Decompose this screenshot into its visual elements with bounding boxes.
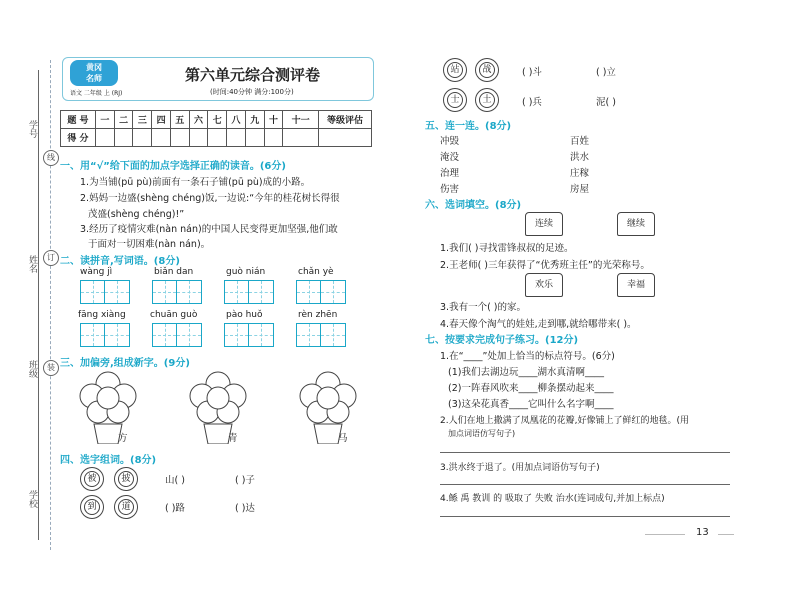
score-cell[interactable]	[227, 129, 246, 147]
match-right-item[interactable]: 百姓	[570, 136, 590, 147]
flower-char-dao1: 到	[84, 499, 100, 515]
section5-title: 五、连一连。(8分)	[425, 121, 512, 132]
writing-grid[interactable]	[80, 323, 130, 347]
pinyin-label: rèn zhēn	[298, 310, 338, 320]
label-banji: 班级	[27, 360, 37, 378]
score-cell[interactable]	[152, 129, 171, 147]
section7-q3: 3.洪水终于退了。(用加点词语仿写句子)	[440, 463, 600, 473]
score-header-cell: 三	[133, 111, 152, 129]
score-cell[interactable]	[245, 129, 264, 147]
page-title: 第六单元综合测评卷	[185, 66, 321, 84]
flower-char-tu: 土	[479, 92, 495, 108]
section7-q2a: 2.人们在地上撒满了凤凰花的花瓣,好像铺上了鲜红的地毯。(用	[440, 416, 689, 426]
flower-char-dao2: 道	[118, 499, 134, 515]
flower-char-zhan1: 站	[447, 62, 463, 78]
score-cell[interactable]	[133, 129, 152, 147]
score-header-cell: 一	[96, 111, 115, 129]
section4-blank[interactable]: 山( )	[165, 475, 185, 486]
label-xingming: 姓名	[27, 255, 37, 273]
right-top-blank[interactable]: ( )立	[596, 67, 616, 78]
score-header-cell: 七	[208, 111, 227, 129]
seal-char-zhuang: 装	[43, 360, 59, 376]
match-left-item[interactable]: 淹没	[440, 152, 460, 163]
page-number: 13	[696, 527, 709, 538]
writing-grid[interactable]	[224, 323, 274, 347]
score-header-cell: 二	[114, 111, 133, 129]
score-cell[interactable]	[319, 129, 372, 147]
pinyin-label: pào huǒ	[226, 310, 263, 320]
section7-q1b: (2)一阵春风吹来____柳条摆动起来____	[448, 383, 614, 394]
score-cell[interactable]	[208, 129, 227, 147]
pinyin-label: chǎn yè	[298, 267, 334, 277]
section2-title: 二、读拼音,写词语。(8分)	[60, 256, 180, 267]
score-header-cell: 十一	[283, 111, 319, 129]
score-header-cell: 题 号	[61, 111, 96, 129]
flower-char-pi: 披	[118, 471, 134, 487]
score-header-cell: 九	[245, 111, 264, 129]
section1-q2a: 2.妈妈一边盛(shèng chéng)饭,一边说:“今年的桂花树长得很	[80, 193, 340, 204]
score-table	[60, 110, 372, 147]
score-cell[interactable]	[96, 129, 115, 147]
flower-pot-3	[300, 372, 356, 444]
section7-q1c: (3)这朵花真香____它叫什么名字啊____	[448, 399, 614, 410]
pinyin-label: biǎn dan	[154, 267, 194, 277]
score-cell[interactable]	[283, 129, 319, 147]
score-cell[interactable]	[170, 129, 189, 147]
section6-q3: 3.我有一个( )的家。	[440, 302, 526, 313]
writing-grid[interactable]	[152, 280, 202, 304]
pot-char-3: 马	[338, 433, 348, 444]
word-stump: 欢乐	[525, 273, 563, 297]
pinyin-label: chuān guò	[150, 310, 198, 320]
binding-line	[38, 70, 39, 540]
section6-q2: 2.王老师( )三年获得了“优秀班主任”的光荣称号。	[440, 260, 650, 271]
answer-line[interactable]	[440, 484, 730, 485]
footer-rule	[718, 534, 734, 535]
section6-title: 六、选词填空。(8分)	[425, 200, 522, 211]
right-top-blank[interactable]: 泥( )	[596, 97, 616, 108]
right-top-blank[interactable]: ( )斗	[522, 67, 542, 78]
flower-char-zhan2: 战	[479, 62, 495, 78]
match-right-item[interactable]: 房屋	[570, 184, 590, 195]
writing-grid[interactable]	[296, 280, 346, 304]
seal-char-ding: 订	[43, 250, 59, 266]
match-left-item[interactable]: 治理	[440, 168, 460, 179]
score-header-cell: 五	[170, 111, 189, 129]
section1-q2b: 茂盛(shèng chéng)!”	[88, 209, 185, 220]
writing-grid[interactable]	[224, 280, 274, 304]
score-cell[interactable]	[114, 129, 133, 147]
section7-title: 七、按要求完成句子练习。(12分)	[425, 335, 579, 346]
section1-q3a: 3.经历了疫情灾难(nàn nán)的中国人民变得更加坚强,他们敢	[80, 224, 338, 235]
word-stump: 幸福	[617, 273, 655, 297]
pinyin-label: guò nián	[226, 267, 266, 277]
section7-q4: 4.鲧 禹 教训 的 吸取了 失败 治水(连词成句,并加上标点)	[440, 494, 665, 504]
writing-grid[interactable]	[152, 323, 202, 347]
seal-dashed-line	[50, 60, 51, 550]
section7-q2b: 加点词语仿写句子)	[448, 429, 516, 438]
section6-q1: 1.我们( )寻找雷锋叔叔的足迹。	[440, 243, 574, 254]
word-stump: 连续	[525, 212, 563, 236]
section4-blank[interactable]: ( )路	[165, 503, 185, 514]
writing-grid[interactable]	[296, 323, 346, 347]
flower-char-bei: 被	[84, 471, 100, 487]
match-right-item[interactable]: 洪水	[570, 152, 590, 163]
pinyin-label: wàng jì	[80, 267, 113, 277]
section3-title: 三、加偏旁,组成新字。(9分)	[60, 358, 190, 369]
score-header-cell: 十	[264, 111, 283, 129]
section1-q3b: 于面对一切困难(nàn nán)。	[88, 239, 211, 250]
section4-blank[interactable]: ( )子	[235, 475, 255, 486]
label-xuehao: 学号	[27, 120, 37, 138]
answer-line[interactable]	[440, 516, 730, 517]
section6-q4: 4.春天像个淘气的娃娃,走到哪,就给哪带来( )。	[440, 319, 637, 330]
score-cell[interactable]	[189, 129, 208, 147]
section7-q1: 1.在“____”处加上恰当的标点符号。(6分)	[440, 351, 615, 362]
pot-char-2: 青	[228, 433, 238, 444]
pinyin-label: fāng xiàng	[78, 310, 126, 320]
flower-pot-drawing	[70, 366, 380, 444]
section4-title: 四、选字组词。(8分)	[60, 455, 157, 466]
answer-line[interactable]	[440, 452, 730, 453]
word-stump: 继续	[617, 212, 655, 236]
score-header-cell: 八	[227, 111, 246, 129]
match-right-item[interactable]: 庄稼	[570, 168, 590, 179]
section7-q1a: (1)我们去湖边玩____湖水真清啊____	[448, 367, 604, 378]
page-subtitle: (时间:40分钟 满分:100分)	[210, 88, 294, 96]
match-left-item[interactable]: 伤害	[440, 184, 460, 195]
logo-line2: 名师	[86, 74, 102, 83]
section1-q1: 1.为当铺(pū pù)前面有一条石子铺(pū pù)成的小路。	[80, 177, 311, 188]
right-top-blank[interactable]: ( )兵	[522, 97, 542, 108]
logo-line1: 黄冈	[86, 63, 102, 72]
book-info: 语文 二年级 上 (RJ)	[70, 90, 123, 97]
footer-rule	[645, 534, 685, 535]
seal-char-xian: 线	[43, 150, 59, 166]
match-left-item[interactable]: 冲毁	[440, 136, 460, 147]
score-header-cell: 四	[152, 111, 171, 129]
flower-char-shi: 士	[447, 92, 463, 108]
score-row-label: 得 分	[61, 129, 96, 147]
section1-title: 一、用“√”给下面的加点字选择正确的读音。(6分)	[60, 161, 286, 172]
label-xuexiao: 学校	[27, 490, 37, 508]
score-header-cell: 等级评估	[319, 111, 372, 129]
score-header-cell: 六	[189, 111, 208, 129]
section4-blank[interactable]: ( )达	[235, 503, 255, 514]
pot-char-1: 方	[118, 433, 128, 444]
score-cell[interactable]	[264, 129, 283, 147]
writing-grid[interactable]	[80, 280, 130, 304]
